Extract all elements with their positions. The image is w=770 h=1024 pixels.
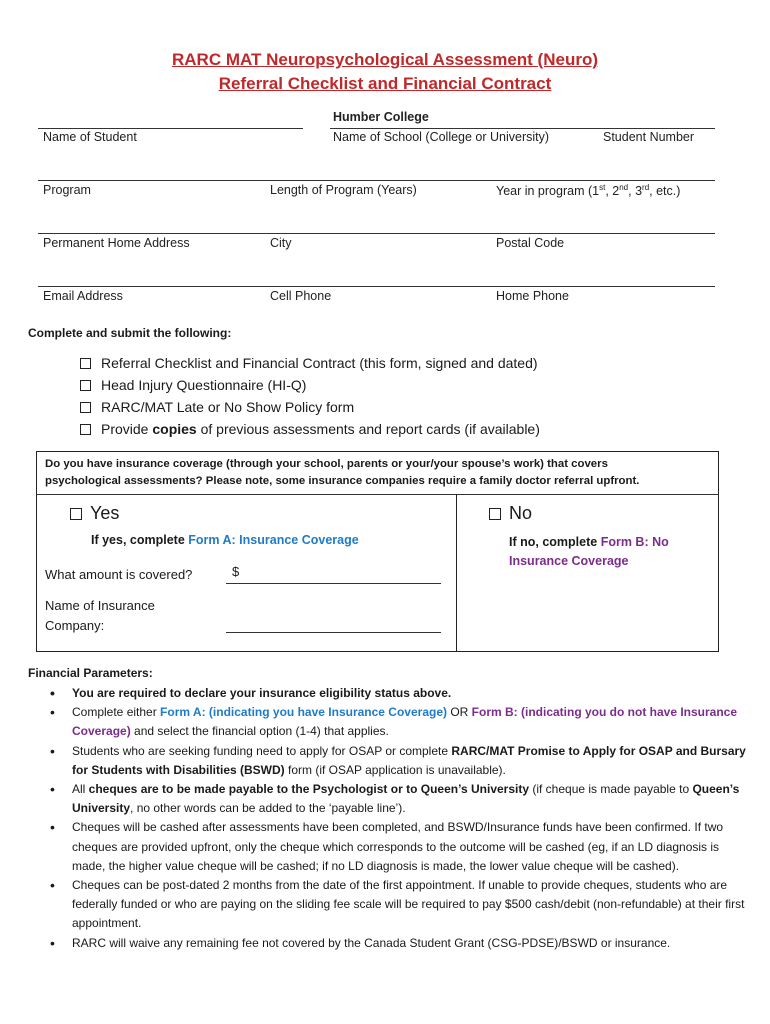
list-item: • RARC will waive any remaining fee not covered by the Canada Student Grant (CSG-PDSE)/BSWD or insurance.	[72, 934, 748, 953]
document-title-line1: RARC MAT Neuropsychological Assessment (Neuro)	[171, 50, 598, 69]
list-item: • Cheques can be post-dated 2 months from the date of the first appointment. If unable to provide cheques, students who are federally funded or who are paying on the sliding fee scale will be required to pay $500 cash/debit (non-refundable) at their first appointment.	[72, 876, 748, 934]
list-item: • Students who are seeking funding need to apply for OSAP or complete RARC/MAT Promise to Apply for OSAP and Bursary for Students with Disabilities (BSWD) form (if OSAP application is unavailable).	[72, 742, 748, 780]
name-of-student-label: Name of Student	[43, 130, 137, 144]
no-option[interactable]: No	[489, 503, 532, 524]
yes-checkbox[interactable]	[70, 508, 82, 520]
document-title-line2: Referral Checklist and Financial Contract	[218, 74, 552, 93]
year-in-program-label: Year in program (1st, 2nd, 3rd, etc.)	[496, 183, 681, 199]
checklist-item-copies[interactable]: Provide copies of previous assessments and report cards (if available)	[80, 421, 540, 437]
school-line[interactable]	[330, 128, 715, 129]
name-of-school-label: Name of School (College or University)	[333, 130, 550, 144]
address-line[interactable]	[38, 233, 715, 234]
insurance-question: Do you have insurance coverage (through your school, parents or your/your spouse’s work) that covers psychological assessments? Please note, some insurance companies require a family doctor referral upfront.	[45, 458, 640, 487]
checkbox[interactable]	[80, 380, 91, 391]
postal-code-label: Postal Code	[496, 236, 565, 250]
dollar-sign: $	[232, 564, 240, 579]
checklist-item-policy[interactable]: RARC/MAT Late or No Show Policy form	[80, 399, 354, 415]
insurance-divider-h	[36, 494, 719, 495]
home-phone-label: Home Phone	[496, 289, 569, 303]
list-item: • You are required to declare your insurance eligibility status above.	[72, 684, 748, 703]
length-of-program-label: Length of Program (Years)	[270, 183, 417, 197]
email-address-label: Email Address	[43, 289, 123, 303]
list-item: • Complete either Form A: (indicating you have Insurance Coverage) OR Form B: (indicating you do not have Insurance Coverage) and select the financial option (1-4) that applies.	[72, 703, 748, 741]
checklist-item-referral[interactable]: Referral Checklist and Financial Contract (this form, signed and dated)	[80, 355, 538, 371]
no-instruction: If no, complete Form B: No Insurance Coverage	[509, 535, 669, 568]
yes-option[interactable]: Yes	[70, 503, 119, 524]
yes-instruction: If yes, complete Form A: Insurance Coverage	[91, 533, 359, 547]
financial-heading: Financial Parameters:	[28, 666, 153, 680]
insurance-company-line[interactable]	[226, 632, 441, 633]
list-item: • Cheques will be cashed after assessments have been completed, and BSWD/Insurance funds have been confirmed. If two cheques are provided upfront, only the cheque which corresponds to the outcome will be cashed (eg, if an LD diagnosis is made, the higher value cheque will be cashed; if no LD diagnosis is made, the lower value cheque will be cashed).	[72, 818, 748, 876]
no-checkbox[interactable]	[489, 508, 501, 520]
student-name-line[interactable]	[38, 128, 303, 129]
checklist-item-hiq[interactable]: Head Injury Questionnaire (HI-Q)	[80, 377, 306, 393]
checkbox[interactable]	[80, 402, 91, 413]
student-number-label: Student Number	[603, 130, 695, 144]
list-item: • All cheques are to be made payable to the Psychologist or to Queen’s University (if cheque is made payable to Queen’s University, no other words can be added to the ‘payable line’).	[72, 780, 748, 818]
amount-covered-label: What amount is covered?	[45, 567, 193, 582]
program-label: Program	[43, 183, 91, 197]
program-line[interactable]	[38, 180, 715, 181]
permanent-home-address-label: Permanent Home Address	[43, 236, 190, 250]
insurance-company-label: Name of Insurance Company:	[45, 598, 155, 633]
checkbox[interactable]	[80, 424, 91, 435]
city-label: City	[270, 236, 292, 250]
form-a-link[interactable]: Form A: Insurance Coverage	[188, 533, 359, 547]
contact-line[interactable]	[38, 286, 715, 287]
checklist-heading: Complete and submit the following:	[28, 326, 232, 340]
form-b-link[interactable]: Form B: No	[600, 535, 669, 549]
amount-covered-line[interactable]	[226, 583, 441, 584]
financial-list	[28, 684, 748, 953]
checkbox[interactable]	[80, 358, 91, 369]
school-value: Humber College	[333, 110, 429, 124]
insurance-divider-v	[456, 494, 457, 652]
cell-phone-label: Cell Phone	[270, 289, 332, 303]
